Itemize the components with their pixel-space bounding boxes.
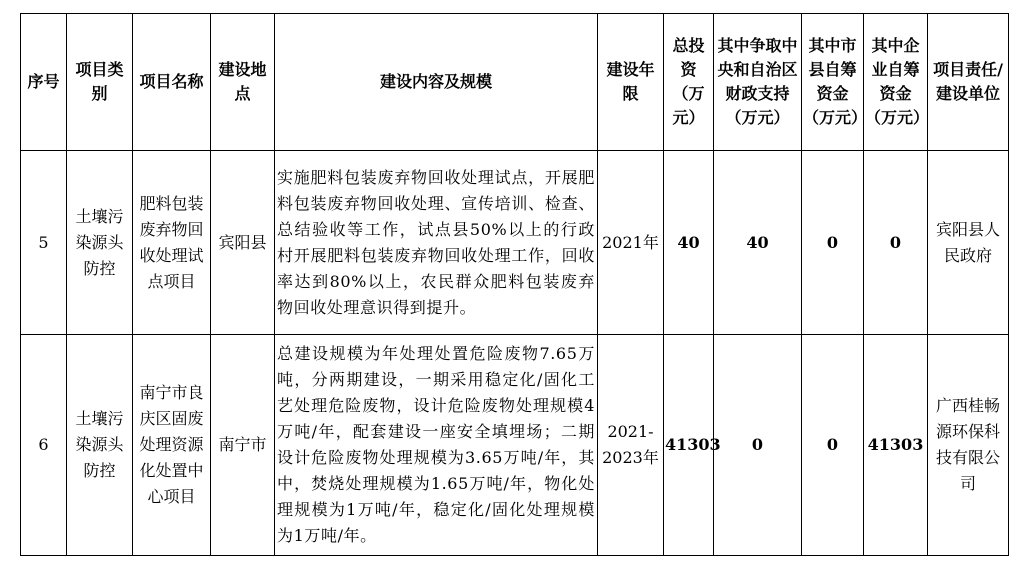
header-central: 其中争取中央和自治区财政支持（万元） <box>714 14 802 151</box>
header-category: 项目类别 <box>67 14 133 151</box>
table-row <box>21 335 1009 556</box>
cell-enterprise: 41303 <box>864 335 928 556</box>
cell-name: 南宁市良庆区固废处理资源化处置中心项目 <box>133 335 211 556</box>
cell-seq: 5 <box>21 151 67 335</box>
cell-county: 0 <box>802 151 864 335</box>
cell-total: 41303 <box>664 335 714 556</box>
cell-content: 总建设规模为年处理处置危险废物7.65万吨，分两期建设，一期采用稳定化/固化工艺处理危险废物，设计危险废物处理规模4万吨/年，配套建设一座安全填埋场；二期设计危险废物处理规模为3.65万吨/年，其中，焚烧处理规模为1.65万吨/年，物化处理规模为1万吨/年，稳定化/固化处理规模为1万吨/年。 <box>275 335 598 556</box>
cell-owner: 宾阳县人民政府 <box>928 151 1009 335</box>
cell-period: 2021-2023年 <box>598 335 664 556</box>
cell-content: 实施肥料包装废弃物回收处理试点，开展肥料包装废弃物回收处理、宣传培训、检查、总结验收等工作，试点县50%以上的行政村开展肥料包装废弃物回收处理工作，回收率达到80%以上，农民群众肥料包装废弃物回收处理意识得到提升。 <box>275 151 598 335</box>
cell-category: 土壤污染源头防控 <box>67 151 133 335</box>
header-seq: 序号 <box>21 14 67 151</box>
cell-location: 宾阳县 <box>211 151 275 335</box>
header-period: 建设年限 <box>598 14 664 151</box>
header-row <box>21 14 1009 151</box>
cell-central: 0 <box>714 335 802 556</box>
cell-owner: 广西桂畅源环保科技有限公司 <box>928 335 1009 556</box>
cell-location: 南宁市 <box>211 335 275 556</box>
cell-central: 40 <box>714 151 802 335</box>
cell-name: 肥料包装废弃物回收处理试点项目 <box>133 151 211 335</box>
cell-seq: 6 <box>21 335 67 556</box>
header-location: 建设地点 <box>211 14 275 151</box>
header-total: 总投资（万元） <box>664 14 714 151</box>
header-enterprise: 其中企业自筹资金（万元） <box>864 14 928 151</box>
cell-enterprise: 0 <box>864 151 928 335</box>
header-name: 项目名称 <box>133 14 211 151</box>
header-county: 其中市县自筹资金（万元） <box>802 14 864 151</box>
header-owner: 项目责任/建设单位 <box>928 14 1009 151</box>
project-table <box>20 13 1009 556</box>
cell-period: 2021年 <box>598 151 664 335</box>
header-content: 建设内容及规模 <box>275 14 598 151</box>
cell-total: 40 <box>664 151 714 335</box>
table-row <box>21 151 1009 335</box>
cell-category: 土壤污染源头防控 <box>67 335 133 556</box>
cell-county: 0 <box>802 335 864 556</box>
